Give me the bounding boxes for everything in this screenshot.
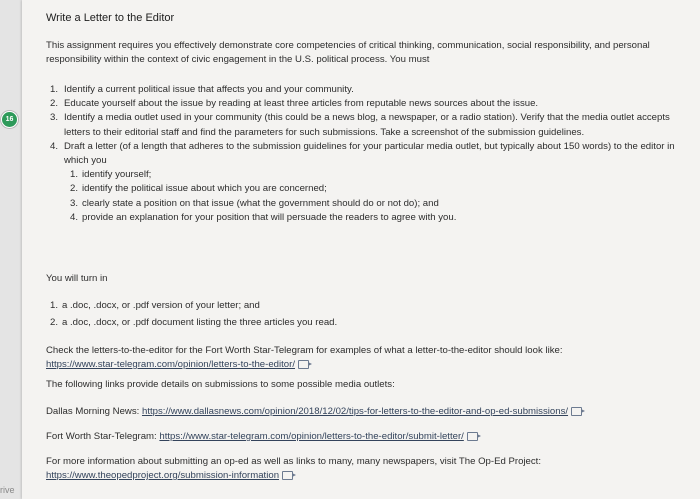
external-link-icon[interactable]: [282, 471, 293, 480]
fort-worth-label: Fort Worth Star-Telegram:: [46, 431, 160, 442]
oped-paragraph: [46, 455, 686, 483]
substep-number: 4.: [70, 211, 79, 223]
substep-item: [70, 182, 690, 196]
star-telegram-examples-link[interactable]: https://www.star-telegram.com/opinion/letters-to-the-editor/: [46, 359, 296, 370]
step-number: 2.: [50, 98, 59, 110]
substep-text: provide an explanation for your position that will persuade the readers to agree with you.: [82, 211, 457, 223]
notification-badge[interactable]: 16: [1, 111, 18, 128]
check-paragraph: [46, 344, 686, 372]
step-number: 4.: [50, 140, 59, 152]
substep-text: identify the political issue about which you are concerned;: [82, 183, 327, 195]
links-intro: The following links provide details on submissions to some possible media outlets:: [46, 379, 395, 390]
intro-paragraph: This assignment requires you effectively demonstrate core competencies of critical thinking, communication, social responsibility, and personal responsibility within the context of civic engagement in the U.S. political process. You must: [46, 40, 650, 65]
turn-in-text: a .doc, .docx, or .pdf version of your letter; and: [62, 300, 260, 311]
substep-item: [70, 168, 690, 182]
fort-worth-line: [46, 430, 686, 444]
page-title: Write a Letter to the Editor: [46, 12, 175, 24]
dallas-line: [46, 405, 686, 419]
step-text: Draft a letter (of a length that adheres to the submission guidelines for your particular media outlet, but typically about 150 words) to the editor in which you: [64, 140, 675, 167]
step-item: [50, 97, 690, 111]
oped-text: For more information about submitting an op-ed as well as links to many, many newspapers, visit The Op-Ed Project:: [46, 456, 542, 467]
substep-number: 3.: [70, 197, 79, 209]
steps-list: [50, 83, 690, 225]
external-link-icon[interactable]: [571, 407, 582, 416]
step-item: [50, 111, 690, 139]
substep-text: identify yourself;: [82, 169, 152, 181]
step-text: Identify a current political issue that affects you and your community.: [64, 84, 354, 95]
assignment-card: [22, 0, 700, 499]
step-text: Identify a media outlet used in your community (this could be a news blog, a newspaper, or a radio station). Verify that the media outlet accepts letters to their editorial staff and find the parameters for such submissions. Take a screenshot of the submission guidelines.: [64, 112, 670, 138]
turn-in-list: [50, 299, 690, 330]
drive-label[interactable]: rive: [0, 485, 15, 495]
substep-item: [70, 211, 690, 225]
turn-in-number: 1.: [50, 300, 59, 311]
turn-in-number: 2.: [50, 317, 59, 328]
external-link-icon[interactable]: [298, 360, 309, 369]
substep-number: 2.: [70, 183, 79, 195]
dallas-label: Dallas Morning News:: [46, 406, 142, 417]
check-text: Check the letters-to-the-editor for the Fort Worth Star-Telegram for examples of what a letter-to-the-editor should look like:: [46, 345, 563, 356]
turn-in-label: You will turn in: [46, 273, 108, 284]
dallas-news-link[interactable]: https://www.dallasnews.com/opinion/2018/12/02/tips-for-letters-to-the-editor-and-op-ed-submissions/: [141, 406, 569, 417]
turn-in-item: [50, 316, 690, 330]
substep-number: 1.: [70, 169, 79, 181]
turn-in-item: [50, 299, 690, 313]
substep-item: [70, 197, 690, 211]
external-link-icon[interactable]: [467, 432, 478, 441]
turn-in-text: a .doc, .docx, or .pdf document listing the three articles you read.: [62, 317, 338, 328]
step-number: 3.: [50, 112, 59, 124]
substeps-list: [70, 168, 690, 225]
left-rail: [0, 0, 22, 499]
substep-text: clearly state a position on that issue (what the government should do or not do); and: [82, 197, 439, 209]
step-item: [50, 140, 690, 168]
oped-project-link[interactable]: https://www.theopedproject.org/submission-information: [46, 470, 280, 481]
step-item: [50, 83, 690, 97]
step-text: Educate yourself about the issue by reading at least three articles from reputable news sources about the issue.: [64, 98, 539, 110]
fort-worth-link[interactable]: https://www.star-telegram.com/opinion/letters-to-the-editor/submit-letter/: [159, 431, 464, 442]
step-number: 1.: [50, 84, 59, 95]
